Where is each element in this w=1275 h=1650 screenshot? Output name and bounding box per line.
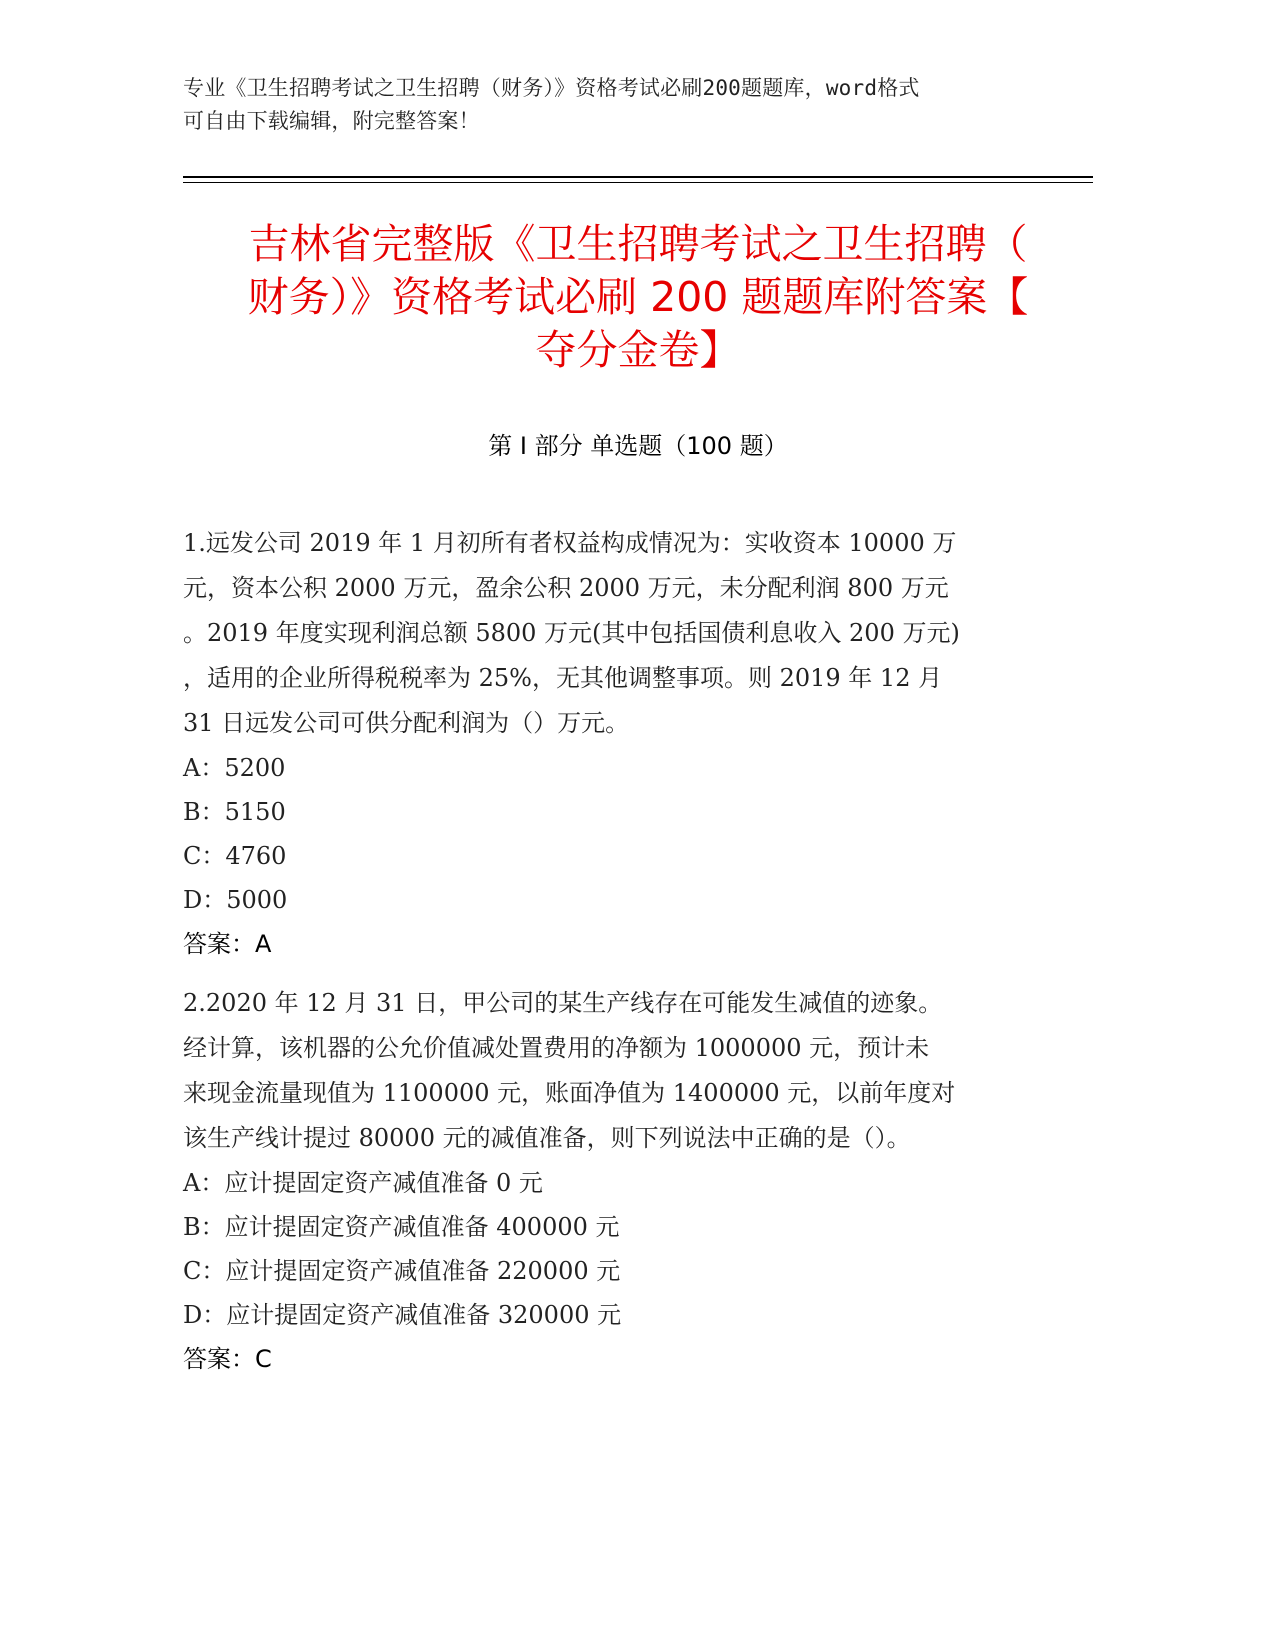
question-stem-line: 2.2020 年 12 月 31 日，甲公司的某生产线存在可能发生减值的迹象。 — [183, 989, 943, 1017]
document-title-line-3: 夺分金卷】 — [535, 326, 741, 374]
option-a: A：应计提固定资产减值准备 0 元 — [183, 1169, 543, 1197]
document-title-line-1: 吉林省完整版《卫生招聘考试之卫生招聘（ — [248, 220, 1028, 268]
question-stem-line: ，适用的企业所得税税率为 25%，无其他调整事项。则 2019 年 12 月 — [183, 664, 943, 692]
option-d: D：应计提固定资产减值准备 320000 元 — [183, 1301, 622, 1329]
header-divider-thick — [183, 176, 1093, 178]
header-note-line-1: 专业《卫生招聘考试之卫生招聘（财务）》资格考试必刷200题题库，word格式 — [183, 76, 920, 100]
document-title-line-2: 财务）》资格考试必刷 200 题题库附答案【 — [247, 273, 1029, 321]
question-1 — [183, 521, 1063, 966]
question-2 — [183, 981, 1063, 1381]
question-stem-line: 经计算，该机器的公允价值减处置费用的净额为 1000000 元，预计未 — [183, 1034, 930, 1062]
document-title — [183, 218, 1093, 377]
question-stem-line: 该生产线计提过 80000 元的减值准备，则下列说法中正确的是（）。 — [183, 1124, 911, 1152]
answer-label: 答案：C — [183, 1345, 272, 1373]
option-c: C：应计提固定资产减值准备 220000 元 — [183, 1257, 621, 1285]
header-note — [183, 72, 1043, 138]
question-stem-line: 31 日远发公司可供分配利润为（）万元。 — [183, 709, 630, 737]
option-d: D：5000 — [183, 886, 288, 914]
option-c: C：4760 — [183, 842, 287, 870]
option-a: A：5200 — [183, 754, 286, 782]
section-heading: 第 I 部分 单选题（100 题） — [488, 432, 788, 460]
question-stem-line: 。2019 年度实现利润总额 5800 万元(其中包括国债利息收入 200 万元) — [183, 619, 960, 647]
option-b: B：应计提固定资产减值准备 400000 元 — [183, 1213, 620, 1241]
option-b: B：5150 — [183, 798, 286, 826]
question-stem-line: 元，资本公积 2000 万元，盈余公积 2000 万元，未分配利润 800 万元 — [183, 574, 949, 602]
header-divider-thin — [183, 182, 1093, 183]
question-stem-line: 来现金流量现值为 1100000 元，账面净值为 1400000 元，以前年度对 — [183, 1079, 956, 1107]
header-note-line-2: 可自由下载编辑，附完整答案！ — [183, 109, 480, 133]
answer-label: 答案：A — [183, 930, 272, 958]
question-stem-line: 1.远发公司 2019 年 1 月初所有者权益构成情况为：实收资本 10000 万 — [183, 529, 957, 557]
